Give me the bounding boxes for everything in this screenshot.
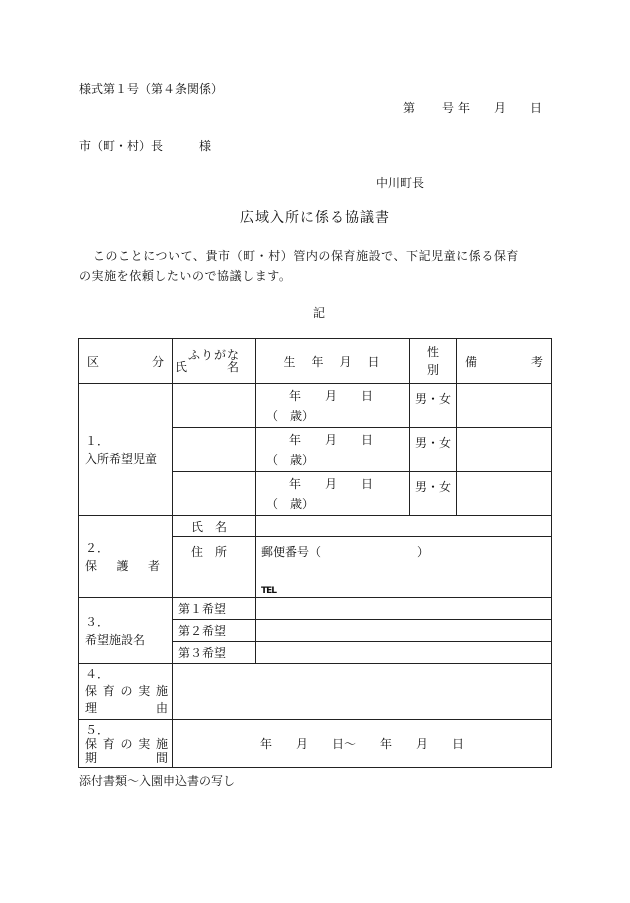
body-line-2: の実施を依頼したいので協議します。 <box>79 269 292 283</box>
header-furigana: ふりがな <box>187 348 240 362</box>
reason-field[interactable] <box>173 664 552 720</box>
period-label-number: ５． <box>85 722 110 737</box>
choice-3-label: 第３希望 <box>173 642 256 664</box>
header-birthdate: 生 年 月 日 <box>256 339 410 384</box>
header-sex-1: 性 <box>427 345 440 359</box>
facility-label-number: ３． <box>85 614 110 629</box>
reason-label: ４． 保 育 の 実 施 理 由 <box>79 664 173 720</box>
header-sex-2: 別 <box>427 363 440 377</box>
header-note: 備 考 <box>457 339 552 384</box>
choice-2-label: 第２希望 <box>173 620 256 642</box>
table-header-row <box>79 339 552 384</box>
period-field[interactable]: 年 月 日～ 年 月 日 <box>173 720 552 768</box>
guardian-name-row <box>79 516 552 537</box>
document-date: 年 月 日 <box>458 101 543 115</box>
consultation-table <box>78 338 552 768</box>
child-row <box>79 384 552 428</box>
child-name-cell[interactable] <box>173 472 256 516</box>
child-note-cell[interactable] <box>457 428 552 472</box>
child-sex-cell[interactable]: 男・女 <box>410 384 457 428</box>
body-line-1: このことについて、貴市（町・村）管内の保育施設で、下記児童に係る保育 <box>93 249 519 263</box>
facility-row <box>79 598 552 620</box>
child-age: （ 歳） <box>266 408 315 423</box>
guardian-name-field[interactable] <box>256 516 552 537</box>
child-birth-cell[interactable] <box>256 384 410 428</box>
choice-3-field[interactable] <box>256 642 552 664</box>
postal-code-field: 郵便番号（ ） <box>261 545 430 559</box>
facility-label-text: 希望施設名 <box>85 632 146 647</box>
child-note-cell[interactable] <box>457 472 552 516</box>
attachment-note: 添付書類～入園申込書の写し <box>79 774 236 788</box>
child-sex-cell[interactable]: 男・女 <box>410 472 457 516</box>
guardian-label: ２． 保 護 者 <box>79 516 173 598</box>
child-note-cell[interactable] <box>457 384 552 428</box>
period-row <box>79 720 552 768</box>
sender: 中川町長 <box>376 176 425 190</box>
child-birth-cell[interactable] <box>256 472 410 516</box>
document-title: 広域入所に係る協議書 <box>240 210 390 226</box>
child-age: （ 歳） <box>266 496 315 511</box>
facility-label <box>79 598 173 664</box>
choice-2-field[interactable] <box>256 620 552 642</box>
child-birth-cell[interactable] <box>256 428 410 472</box>
child-birth-ymd: 年 月 日 <box>289 476 374 491</box>
addressee: 市（町・村）長 様 <box>79 139 212 153</box>
document-number: 第 号 <box>403 101 456 115</box>
children-label-number: １． <box>85 433 110 448</box>
child-sex-cell[interactable]: 男・女 <box>410 428 457 472</box>
child-name-cell[interactable] <box>173 384 256 428</box>
guardian-address-label: 住 所 <box>173 537 256 598</box>
header-sex <box>410 339 457 384</box>
header-name <box>173 339 256 384</box>
tel-label: TEL <box>261 586 277 596</box>
ki-mark: 記 <box>313 306 326 320</box>
reason-row <box>79 664 552 720</box>
guardian-name-label: 氏 名 <box>173 516 256 537</box>
guardian-label-number: ２． <box>85 540 110 555</box>
child-name-cell[interactable] <box>173 428 256 472</box>
child-age: （ 歳） <box>266 452 315 467</box>
guardian-address-field[interactable] <box>256 537 552 598</box>
header-name-label: 氏 名 <box>174 360 253 374</box>
reason-label-number: ４． <box>85 667 110 681</box>
choice-1-field[interactable] <box>256 598 552 620</box>
children-label <box>79 384 173 516</box>
children-label-text: 入所希望児童 <box>85 451 158 466</box>
choice-1-label: 第１希望 <box>173 598 256 620</box>
child-birth-ymd: 年 月 日 <box>289 432 374 447</box>
form-number: 様式第１号（第４条関係） <box>79 82 224 96</box>
child-birth-ymd: 年 月 日 <box>289 388 374 403</box>
period-label: ５． 保 育 の 実 施 期 間 <box>79 720 173 768</box>
header-kubun: 区 分 <box>79 339 173 384</box>
